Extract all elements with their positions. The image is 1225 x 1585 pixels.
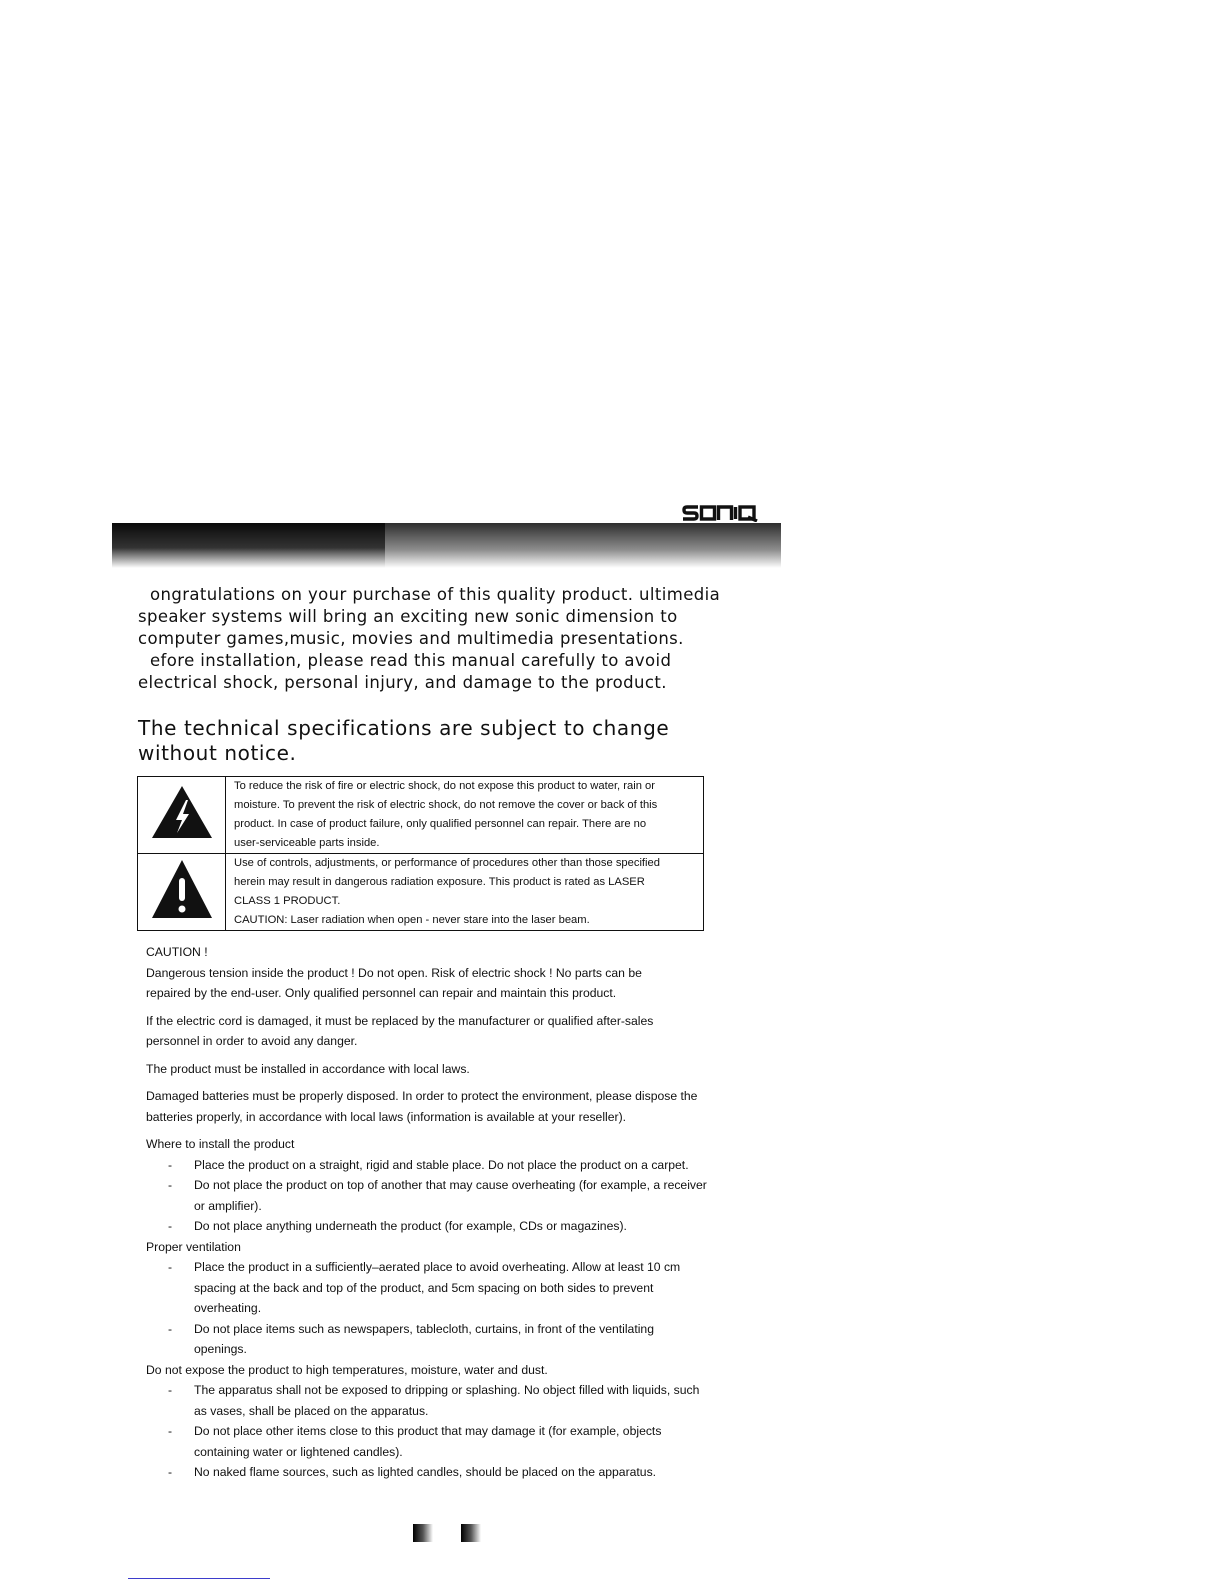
exclamation-warning-icon: [150, 858, 214, 920]
warning-line: product. In case of product failure, only qualified personnel can repair. There are no: [234, 818, 647, 830]
caution-line: If the electric cord is damaged, it must be replaced by the manufacturer or qualified after-sales: [146, 1013, 654, 1028]
caution-line: repaired by the end-user. Only qualified personnel can repair and maintain this product.: [146, 986, 617, 1000]
intro-line: computer games,music, movies and multimedia presentations.: [138, 629, 684, 648]
list-line: or amplifier).: [194, 1198, 262, 1213]
list-dash: -: [168, 1157, 173, 1172]
list-item: [146, 1380, 756, 1421]
warning-line: moisture. To prevent the risk of electric shock, do not remove the cover or back of this: [234, 799, 658, 811]
footer-link-underline[interactable]: [128, 1578, 270, 1579]
safety-instructions: [146, 942, 756, 1483]
brand-logo-graphic: [682, 504, 762, 522]
warning-text-laser: [226, 854, 704, 931]
section-title-exposure: Do not expose the product to high temperatures, moisture, water and dust.: [146, 1362, 548, 1377]
list-dash: -: [168, 1383, 173, 1397]
warning-icon-cell: [138, 854, 226, 931]
list-line: Do not place anything underneath the product (for example, CDs or magazines).: [194, 1219, 627, 1233]
warning-line: herein may result in dangerous radiation exposure. This product is rated as LASER: [234, 876, 645, 888]
header-bar-dark-segment: [112, 523, 385, 568]
list-item: [146, 1257, 756, 1319]
caution-line: The product must be installed in accordance with local laws.: [146, 1061, 470, 1076]
list-line: No naked flame sources, such as lighted candles, should be placed on the apparatus.: [194, 1465, 657, 1479]
list-dash: -: [168, 1178, 173, 1192]
intro-line: efore installation, please read this manual carefully to avoid: [150, 651, 672, 670]
list-dash: -: [168, 1260, 173, 1274]
warning-line: Use of controls, adjustments, or performance of procedures other than those specified: [234, 857, 660, 869]
warning-line: To reduce the risk of fire or electric shock, do not expose this product to water, rain or: [234, 780, 655, 792]
list-dash: -: [168, 1424, 173, 1438]
list-line: Place the product in a sufficiently–aerated place to avoid overheating. Allow at least 10 cm: [194, 1260, 681, 1274]
list-line: spacing at the back and top of the product, and 5cm spacing on both sides to prevent: [194, 1280, 654, 1295]
list-line: Do not place the product on top of another that may cause overheating (for example, a receiver: [194, 1178, 707, 1192]
list-line: Do not place other items close to this product that may damage it (for example, objects: [194, 1424, 662, 1438]
caution-line: personnel in order to avoid any danger.: [146, 1034, 358, 1048]
list-dash: -: [168, 1321, 173, 1336]
list-line: Place the product on a straight, rigid and stable place. Do not place the product on a carpet.: [194, 1157, 689, 1172]
list-line: overheating.: [194, 1301, 262, 1315]
spec-notice: [138, 716, 738, 766]
caution-title: CAUTION !: [146, 945, 208, 959]
list-item: [146, 1462, 756, 1483]
caution-line: batteries properly, in accordance with local laws (information is available at your reseller).: [146, 1109, 627, 1124]
list-line: as vases, shall be placed on the apparatus.: [194, 1403, 429, 1418]
warning-line: user-serviceable parts inside.: [234, 837, 380, 849]
warning-icon-cell: [138, 777, 226, 854]
section-title-ventilation: Proper ventilation: [146, 1239, 241, 1254]
caution-line: Dangerous tension inside the product ! Do not open. Risk of electric shock ! No parts can be: [146, 965, 642, 980]
spec-notice-line: The technical specifications are subject to change: [138, 716, 670, 740]
warning-row-shock: [138, 777, 704, 854]
list-line: The apparatus shall not be exposed to dripping or splashing. No object filled with liquids, such: [194, 1383, 700, 1397]
caution-line: Damaged batteries must be properly disposed. In order to protect the environment, please dispose the: [146, 1089, 698, 1103]
warning-line: CAUTION: Laser radiation when open - never stare into the laser beam.: [234, 914, 590, 926]
warning-row-laser: [138, 854, 704, 931]
page-marker-right: [461, 1524, 481, 1542]
list-item: [146, 1175, 756, 1216]
list-line: containing water or lightened candles).: [194, 1444, 403, 1459]
list-item: [146, 1155, 756, 1176]
list-item: [146, 1421, 756, 1462]
spec-notice-line: without notice.: [138, 741, 297, 765]
list-line: Do not place items such as newspapers, tablecloth, curtains, in front of the ventilating: [194, 1321, 654, 1336]
warning-line: CLASS 1 PRODUCT.: [234, 895, 341, 907]
intro-line: electrical shock, personal injury, and damage to the product.: [138, 673, 667, 692]
warning-text-shock: [226, 777, 704, 854]
list-dash: -: [168, 1219, 173, 1233]
list-dash: -: [168, 1465, 173, 1479]
page-marker-left: [413, 1524, 433, 1542]
intro-paragraph: [138, 584, 738, 694]
list-item: [146, 1319, 756, 1360]
list-item: [146, 1216, 756, 1237]
list-line: openings.: [194, 1342, 247, 1356]
electric-shock-warning-icon: [150, 784, 214, 840]
warning-table: [137, 776, 704, 931]
header-bar: [112, 523, 781, 568]
intro-line: speaker systems will bring an exciting new sonic dimension to: [138, 607, 678, 626]
intro-line: ongratulations on your purchase of this quality product. ultimedia: [150, 585, 721, 604]
section-title-install: Where to install the product: [146, 1137, 295, 1151]
